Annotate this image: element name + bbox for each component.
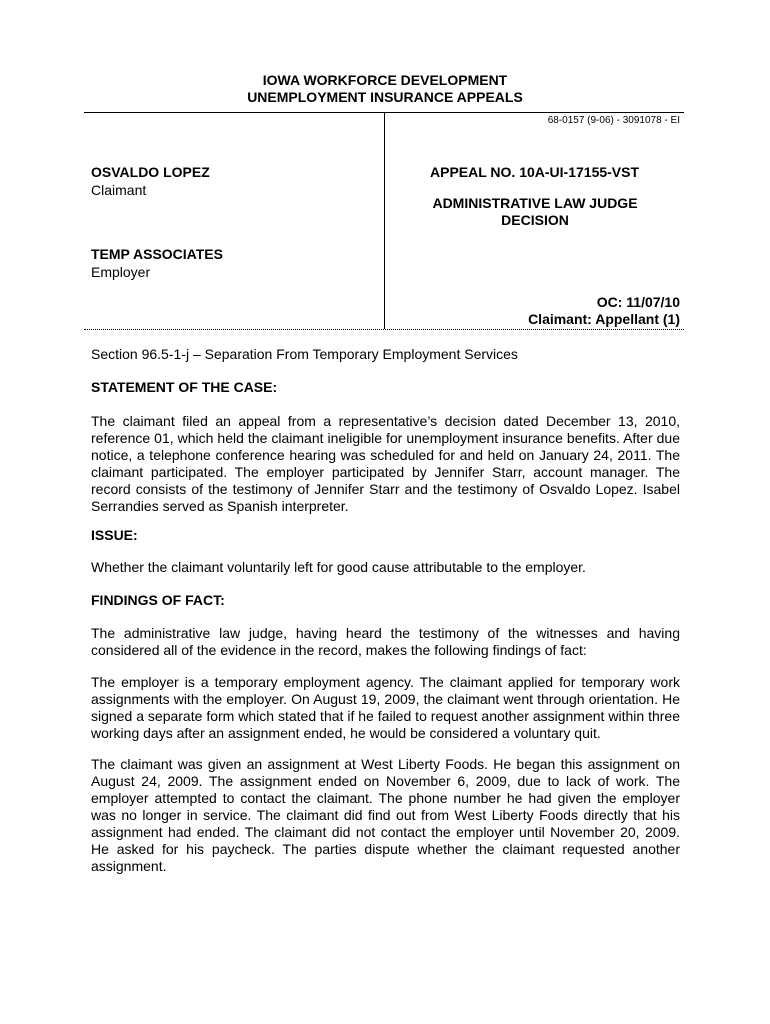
- findings-heading: FINDINGS OF FACT:: [91, 592, 225, 608]
- issue-heading: ISSUE:: [91, 527, 138, 543]
- findings-paragraph-1: The administrative law judge, having heard the testimony of the witnesses and having considered all of the evidence in the record, makes the following findings of fact:: [91, 625, 680, 658]
- claimant-block: [91, 163, 210, 199]
- statement-heading: STATEMENT OF THE CASE:: [91, 379, 278, 395]
- appeal-number: APPEAL NO. 10A-UI-17155-VST: [430, 164, 640, 180]
- employer-role: Employer: [91, 264, 151, 280]
- findings-paragraph-2: The employer is a temporary employment agency. The claimant applied for temporary work assignments with the employer. On August 19, 2009, the claimant went through orientation. He signed a separate form which stated that if he failed to request another assignment within three working days after an assignment ended, he would be considered a voluntary quit.: [91, 674, 680, 741]
- claimant-role: Claimant: [91, 182, 147, 198]
- findings-paragraph-3: The claimant was given an assignment at West Liberty Foods. He began this assignment on August 24, 2009. The assignment ended on November 6, 2009, due to lack of work. The employer attempted to contact the claimant. The phone number he had given the employer was no longer in service. The claimant did find out from West Liberty Foods directly that his assignment had ended. The claimant did not contact the employer until November 20, 2009. He asked for his paycheck. The parties dispute whether the claimant requested another assignment.: [91, 756, 680, 874]
- decision-title: [415, 195, 655, 229]
- decision-title-line2: DECISION: [501, 212, 569, 228]
- oc-date: OC: 11/07/10: [596, 294, 680, 310]
- header-divider: [384, 112, 385, 329]
- agency-name: IOWA WORKFORCE DEVELOPMENT: [262, 72, 508, 88]
- form-id: 68-0157 (9-06) - 3091078 - EI: [547, 115, 680, 126]
- employer-name: TEMP ASSOCIATES: [91, 246, 223, 262]
- claimant-name: OSVALDO LOPEZ: [91, 164, 210, 180]
- decision-title-line1: ADMINISTRATIVE LAW JUDGE: [432, 195, 638, 211]
- header-rule-bottom: [84, 329, 684, 330]
- agency-header: [0, 72, 770, 106]
- claimant-status: Claimant: Appellant (1): [528, 311, 680, 327]
- employer-block: [91, 245, 223, 281]
- statement-text: The claimant filed an appeal from a representative’s decision dated December 13, 2010, reference 01, which held the claimant ineligible for unemployment insurance benefits. After due notice, a telephone conference hearing was scheduled for and held on January 24, 2011. The claimant participated. The employer participated by Jennifer Starr, account manager. The record consists of the testimony of Jennifer Starr and the testimony of Osvaldo Lopez. Isabel Serrandies served as Spanish interpreter.: [91, 413, 680, 514]
- section-reference: Section 96.5-1-j – Separation From Temporary Employment Services: [91, 346, 518, 362]
- issue-text: Whether the claimant voluntarily left for good cause attributable to the employer.: [91, 559, 586, 575]
- oc-block: [528, 294, 680, 328]
- agency-division: UNEMPLOYMENT INSURANCE APPEALS: [247, 89, 523, 105]
